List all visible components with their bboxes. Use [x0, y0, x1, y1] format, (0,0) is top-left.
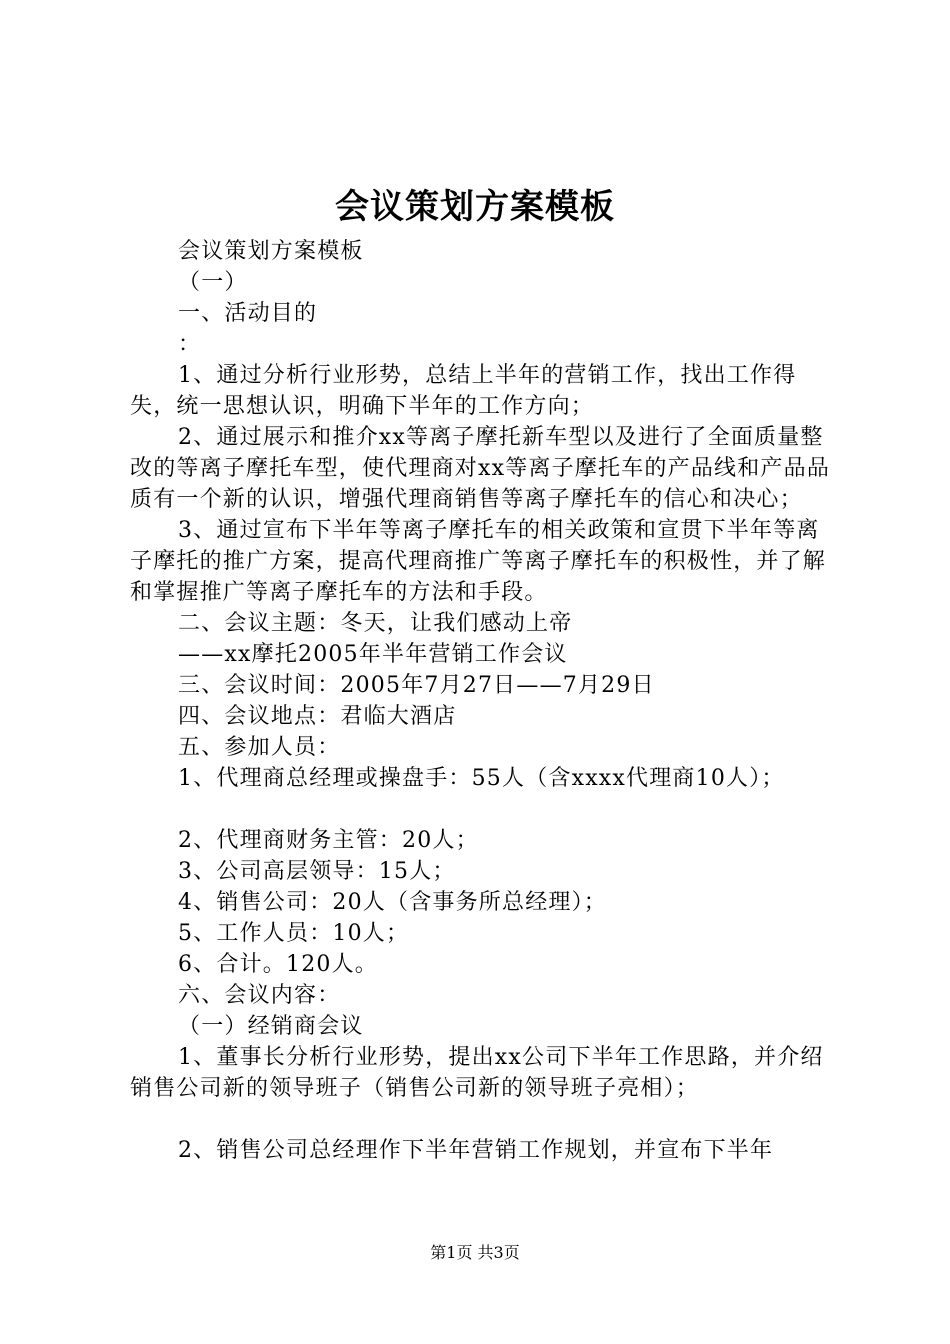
document-body [130, 236, 842, 1166]
paragraph: 四、会议地点：君临大酒店 [178, 704, 457, 729]
paragraph-spacer [130, 794, 842, 825]
paragraph: 3、通过宣布下半年等离子摩托车的相关政策和宣贯下半年等离子摩托的推广方案，提高代理商推广等离子摩托车的积极性，并了解和掌握推广等离子摩托车的方法和手段。 [130, 518, 827, 605]
paragraph: 1、代理商总经理或操盘手：55人（含xxxx代理商10人）； [178, 766, 785, 791]
paragraph: 会议策划方案模板 [178, 239, 364, 264]
paragraph-spacer [130, 1104, 842, 1135]
paragraph: 2、代理商财务主管：20人； [178, 828, 479, 853]
paragraph: 2、销售公司总经理作下半年营销工作规划，并宣布下半年 [178, 1138, 774, 1163]
paragraph: 六、会议内容： [178, 983, 341, 1008]
paragraph: ： [178, 332, 202, 357]
paragraph: 五、参加人员： [178, 735, 341, 760]
paragraph: 1、董事长分析行业形势，提出xx公司下半年工作思路，并介绍销售公司新的领导班子（销售公司新的领导班子亮相）； [130, 1045, 824, 1101]
paragraph: （一）经销商会议 [178, 1014, 364, 1039]
paragraph: 6、合计。120人。 [178, 952, 378, 977]
page-footer: 第1页 共3页 [430, 1243, 520, 1262]
paragraph: 2、通过展示和推介xx等离子摩托新车型以及进行了全面质量整改的等离子摩托车型，使代理商对xx等离子摩托车的产品线和产品品质有一个新的认识，增强代理商销售等离子摩托车的信心和决心； [130, 425, 831, 512]
document-title: 会议策划方案模板 [335, 187, 615, 227]
paragraph: 1、通过分析行业形势，总结上半年的营销工作，找出工作得失，统一思想认识，明确下半年的工作方向； [130, 363, 797, 419]
paragraph: 5、工作人员：10人； [178, 921, 410, 946]
paragraph: 4、销售公司：20人（含事务所总经理）； [178, 890, 607, 915]
paragraph: 3、公司高层领导：15人； [178, 859, 456, 884]
paragraph: 三、会议时间：2005年7月27日——7月29日 [178, 673, 655, 698]
paragraph: 一、活动目的 [178, 301, 318, 326]
paragraph: ——xx摩托2005年半年营销工作会议 [178, 642, 568, 667]
paragraph: 二、会议主题：冬天，让我们感动上帝 [178, 611, 573, 636]
paragraph: （一） [178, 270, 248, 295]
